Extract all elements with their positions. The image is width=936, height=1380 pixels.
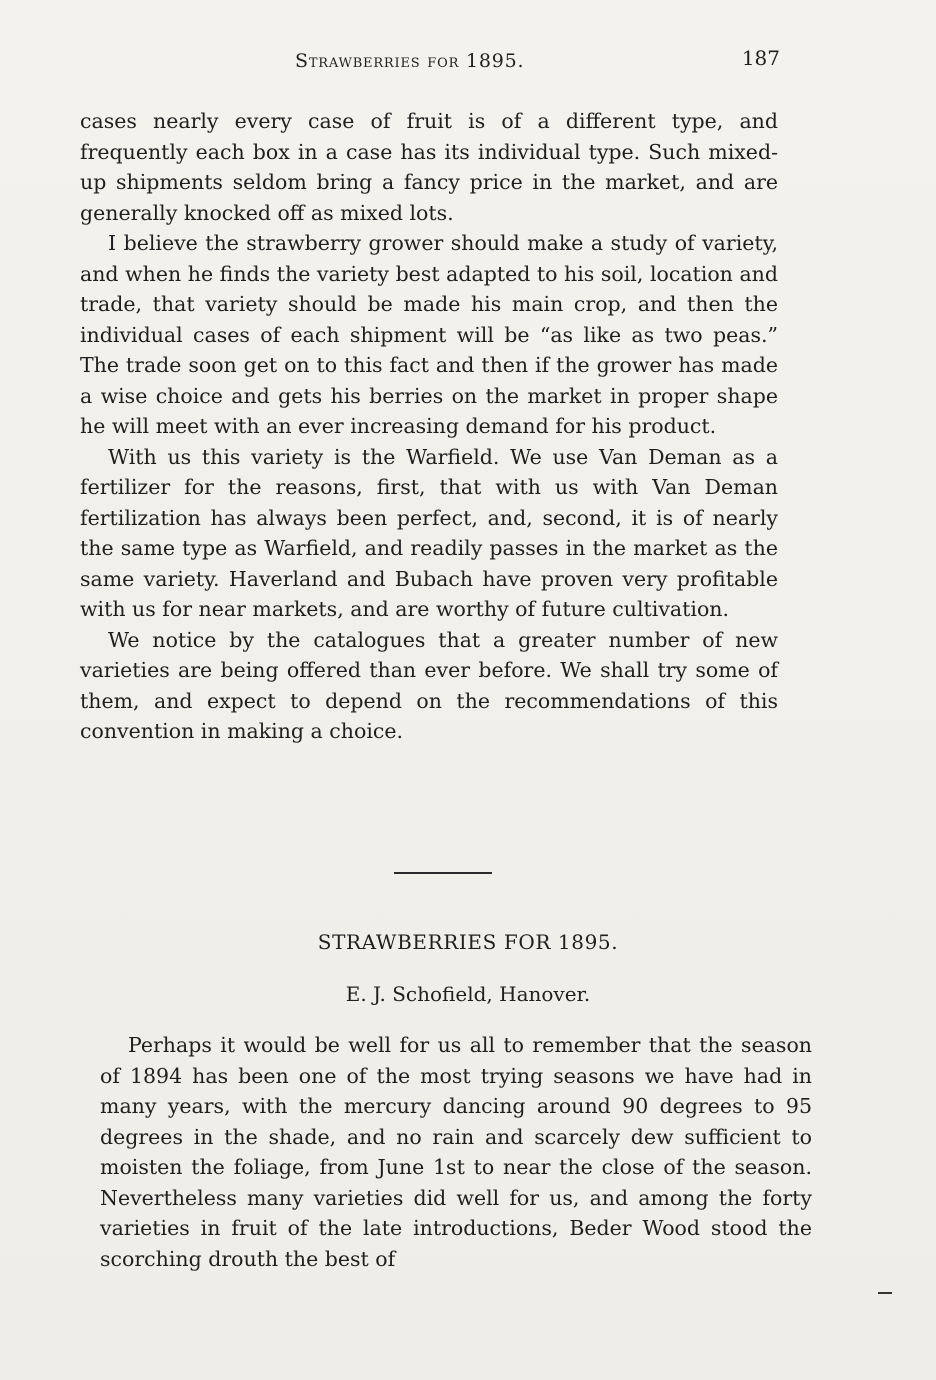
section-divider <box>394 872 492 874</box>
margin-mark <box>878 1292 892 1294</box>
article-title: STRAWBERRIES FOR 1895. <box>317 930 619 954</box>
page-number: 187 <box>741 46 780 70</box>
paragraph: Perhaps it would be well for us all to remember that the season of 1894 has been one of the most trying seasons we have had in many years, with the mercury dancing around 90 degrees to 95 degrees in the shade, and no rain and scarcely dew sufficient to moisten the foliage, from June 1st to near the close of the season. Nevertheless many varieties did well for us, and among the forty varieties in fruit of the late introductions, Beder Wood stood the scorching drouth the best of <box>100 1033 812 1271</box>
running-head <box>80 46 780 80</box>
paragraph: cases nearly every case of fruit is of a different type, and frequently each box in a case has its individual type. Such mixed-up shipments seldom bring a fancy price in the market, and are generally knocked off as mixed lots. <box>80 109 778 225</box>
article-author: E. J. Schofield, Hanover. <box>345 982 591 1006</box>
continued-article-text <box>80 106 778 747</box>
paragraph: We notice by the catalogues that a greater number of new varieties are being offered than ever before. We shall try some of them, and expect to depend on the recommendations of this convention in making a choice. <box>80 627 778 743</box>
running-head-title: Strawberries for 1895. <box>295 50 525 72</box>
paragraph: I believe the strawberry grower should make a study of variety, and when he finds the variety best adapted to his soil, location and trade, that variety should be made his main crop, and then the individual cases of each shipment will be “as like as two peas.” The trade soon get on to this fact and then if the grower has made a wise choice and gets his berries on the market in proper shape he will meet with an ever increasing demand for his product. <box>80 231 778 438</box>
paragraph: With us this variety is the Warfield. We use Van Deman as a fertilizer for the reasons, first, that with us with Van Deman fertilization has always been perfect, and, second, it is of nearly the same type as Warfield, and readily passes in the market as the same variety. Haverland and Bubach have proven very profitable with us for near markets, and are worthy of future cultivation. <box>80 444 778 621</box>
article-body <box>100 1030 812 1274</box>
